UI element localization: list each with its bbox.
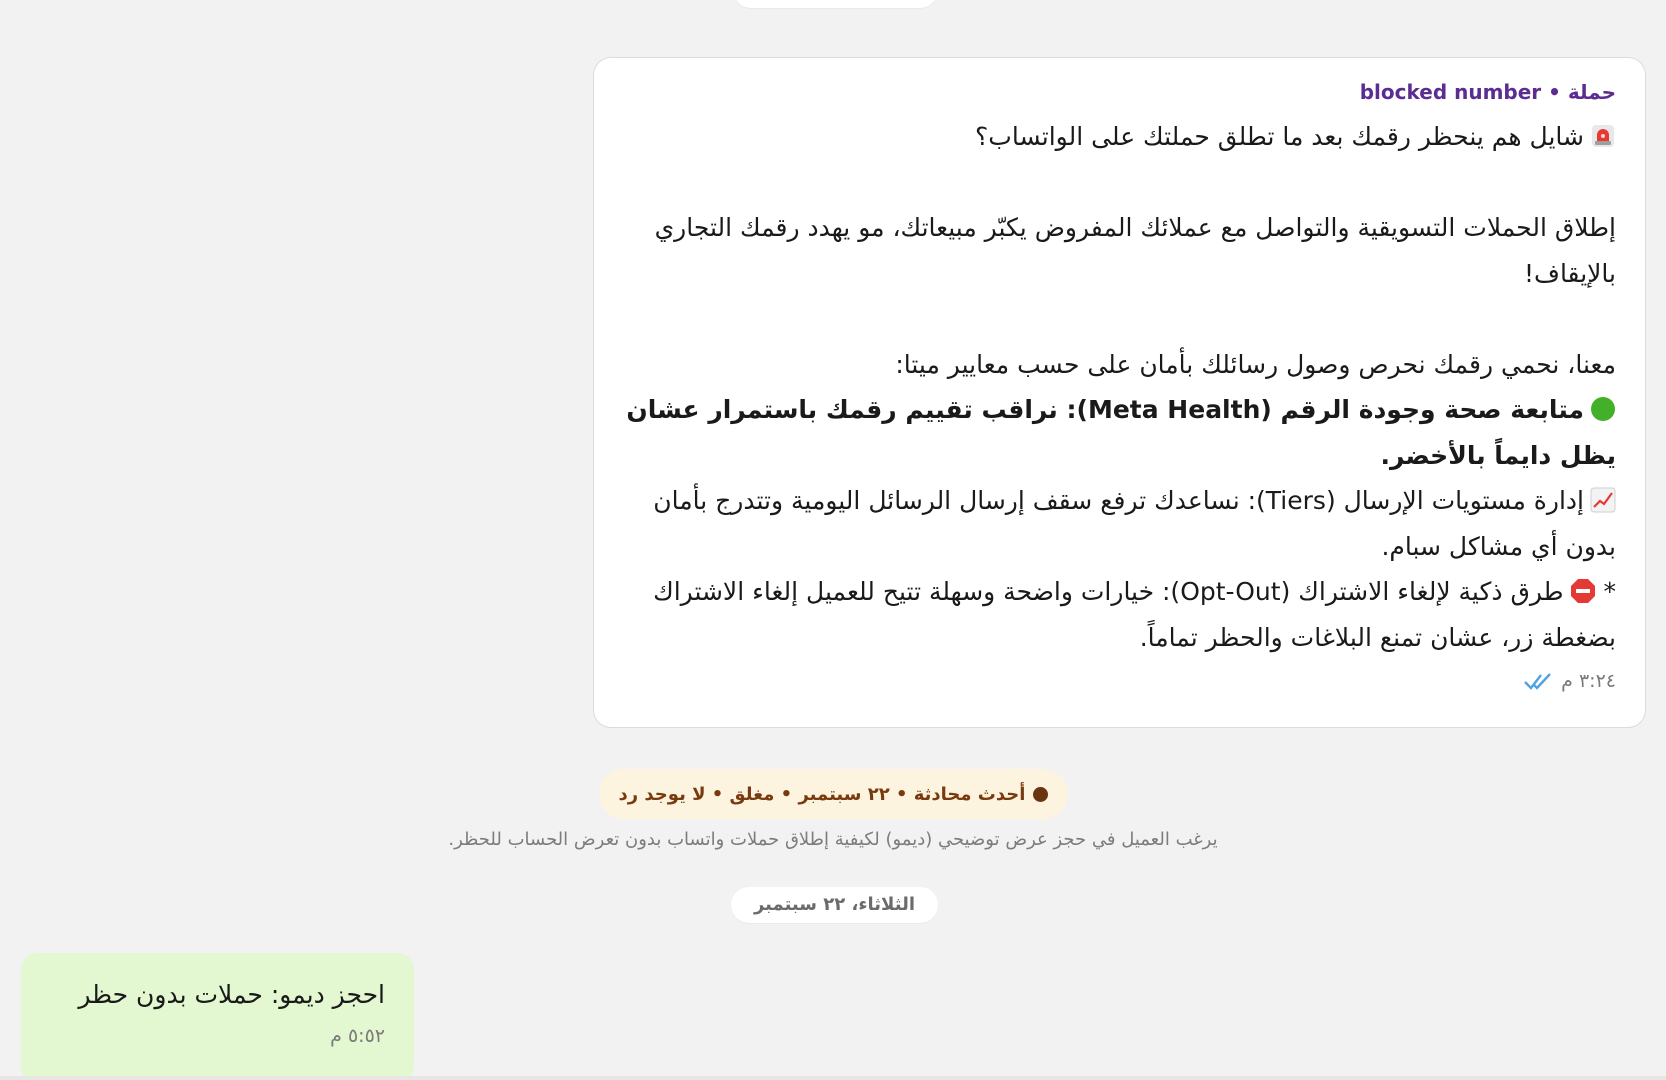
campaign-label[interactable]: حملة • blocked number <box>1359 80 1616 104</box>
conversation-summary-description: يرغب العميل في حجز عرض توضيحي (ديمو) لكيفية إطلاق حملات واتساب بدون تعرض الحساب للحظر. <box>448 829 1218 850</box>
incoming-message-bubble[interactable] <box>21 953 414 1080</box>
message-point-1: متابعة صحة وجودة الرقم (Meta Health): نراقب تقييم رقمك باستمرار عشان يظل دايماً بالأخضر. <box>626 395 1616 470</box>
divider <box>0 1076 1666 1080</box>
date-separator <box>731 887 938 923</box>
status-dot-icon <box>1033 787 1048 802</box>
message-point-2: إدارة مستويات الإرسال (Tiers): نساعدك ترفع سقف إرسال الرسائل اليومية وتتدرج بأمان بدون أي مشاكل سبام. <box>653 486 1616 561</box>
stop-sign-icon <box>1570 578 1596 604</box>
conversation-summary-pill[interactable] <box>599 769 1068 819</box>
date-separator-top <box>733 0 938 8</box>
double-check-icon <box>1523 671 1553 691</box>
message-time: ٣:٢٤ م <box>1561 670 1616 692</box>
incoming-message-time: ٥:٥٢ م <box>330 1025 385 1047</box>
chart-increasing-icon <box>1590 487 1616 513</box>
outgoing-message-bubble[interactable] <box>593 57 1646 728</box>
conversation-summary-label: أحدث محادثة • ٢٢ سبتمبر • مغلق • لا يوجد رد <box>618 783 1026 805</box>
message-paragraph-2: إطلاق الحملات التسويقية والتواصل مع عملائك المفروض يكبّر مبيعاتك، مو يهدد رقمك التجاري بالإيقاف! <box>654 213 1616 288</box>
green-circle-icon <box>1590 396 1616 422</box>
message-body <box>624 114 1616 660</box>
date-separator-label: الثلاثاء، ٢٢ سبتمبر <box>753 894 916 915</box>
message-meta <box>624 670 1616 692</box>
siren-icon <box>1590 123 1616 149</box>
message-line-1: شايل هم ينحظر رقمك بعد ما تطلق حملتك على الواتساب؟ <box>624 114 1616 160</box>
message-paragraph-3: معنا، نحمي رقمك نحرص وصول رسائلك بأمان على حسب معايير ميتا: <box>895 349 1616 379</box>
message-point-3: * طرق ذكية لإلغاء الاشتراك (Opt-Out): خيارات واضحة وسهلة تتيح للعميل إلغاء الاشتراك بضغطة زر، عشان تمنع البلاغات والحظر تماماً. <box>653 577 1616 652</box>
incoming-message-text: احجز ديمو: حملات بدون حظر <box>78 980 385 1009</box>
